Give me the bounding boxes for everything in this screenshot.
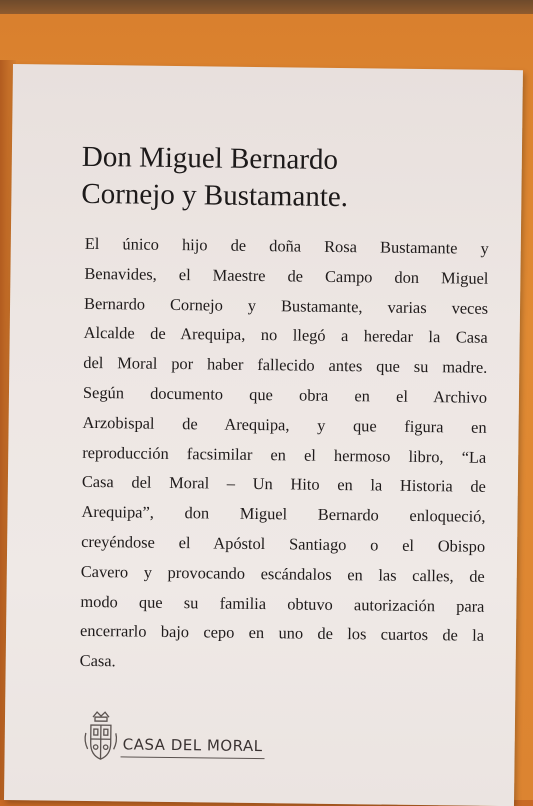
title-line-2: Cornejo y Bustamante.: [81, 176, 501, 218]
body-line: Cavero y provocando escándalos en las calles, de: [81, 557, 485, 592]
body-line: Alcalde de Arequipa, no llegó a heredar la Casa: [84, 318, 488, 353]
body-line: El único hijo de doña Rosa Bustamante y: [85, 229, 489, 264]
body-line: encerrarlo bajo cepo en uno de los cuartos de la: [80, 616, 484, 651]
body-line: Arequipa”, don Miguel Bernardo enloqueció,: [81, 497, 485, 532]
body-line: creyéndose el Apóstol Santiago o el Obispo: [81, 527, 485, 562]
sign-body: [80, 229, 489, 681]
body-line: Benavides, el Maestre de Campo don Miguel: [84, 259, 488, 294]
body-line: Bernardo Cornejo y Bustamante, varias veces: [84, 288, 488, 323]
body-line: modo que su familia obtuvo autorización para: [80, 586, 484, 621]
title-line-1: Don Miguel Bernardo: [82, 139, 502, 181]
casa-del-moral-logo: [82, 709, 283, 771]
logo-wordmark: CASA DEL MORAL: [123, 735, 263, 755]
body-line: Arzobispal de Arequipa, y que figura en: [82, 408, 486, 443]
coat-of-arms-icon: [82, 709, 119, 765]
body-line: del Moral por haber fallecido antes que su madre.: [83, 348, 487, 383]
body-line: Casa del Moral – Un Hito en la Historia de: [82, 467, 486, 502]
body-line: Casa.: [80, 646, 484, 681]
sign-panel: [4, 64, 523, 806]
logo-underline: [121, 756, 265, 759]
sign-title: [81, 139, 502, 218]
body-line: reproducción facsimilar en el hermoso libro, “La: [82, 437, 486, 472]
body-line: Según documento que obra en el Archivo: [83, 378, 487, 413]
